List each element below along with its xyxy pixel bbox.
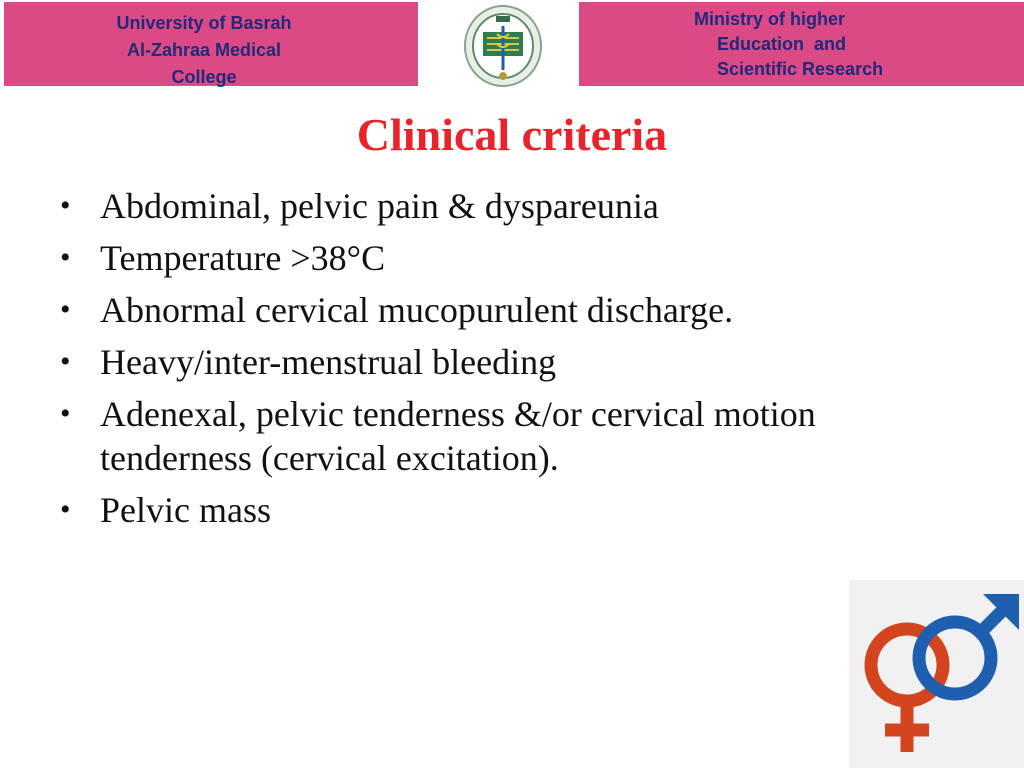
slide-title: Clinical criteria [356, 109, 668, 160]
list-item [60, 392, 940, 480]
bullet-icon: • [60, 189, 71, 222]
header-banner-left [4, 2, 418, 86]
list-item-text: Pelvic mass [100, 490, 271, 530]
header-right-line-2: Education and [717, 34, 847, 54]
header-right-line-1: Ministry of higher [694, 9, 846, 29]
bullet-icon: • [60, 397, 71, 430]
bullet-icon: • [60, 293, 71, 326]
header-left-line-3: College [171, 67, 237, 87]
list-item [60, 488, 940, 532]
gender-symbols-icon [849, 580, 1024, 768]
list-item [60, 236, 940, 280]
list-item [60, 184, 940, 228]
list-item [60, 288, 940, 332]
bullet-icon: • [60, 493, 71, 526]
list-item-text: Abdominal, pelvic pain & dyspareunia [100, 186, 659, 226]
header-left-line-2: Al-Zahraa Medical [126, 40, 282, 60]
university-name [4, 10, 404, 91]
list-item [60, 340, 940, 384]
header-left-line-1: University of Basrah [116, 13, 292, 33]
bullet-icon: • [60, 345, 71, 378]
list-item-text: Abnormal cervical mucopurulent discharge. [100, 290, 734, 330]
header-banner-right [579, 2, 1024, 86]
criteria-list [60, 184, 940, 540]
university-seal-icon [463, 4, 543, 88]
list-item-text: Heavy/inter-menstrual bleeding [100, 342, 557, 382]
list-item-text: Adenexal, pelvic tenderness &/or cervical motion tenderness (cervical excitation). [100, 394, 816, 478]
ministry-name [579, 7, 883, 82]
header-right-line-3: Scientific Research [717, 59, 884, 79]
bullet-icon: • [60, 241, 71, 274]
list-item-text: Temperature >38°C [100, 238, 386, 278]
